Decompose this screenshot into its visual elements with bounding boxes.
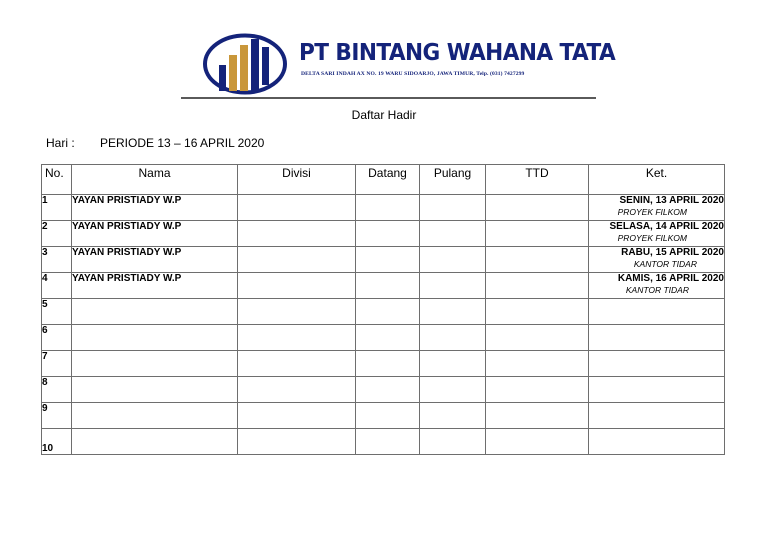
remarks-cell <box>589 221 725 247</box>
building-bars-logo-icon <box>203 33 287 95</box>
remarks-cell <box>589 299 725 325</box>
division-cell <box>238 403 356 429</box>
arrival-cell <box>356 429 420 455</box>
row-number: 1 <box>42 195 72 221</box>
arrival-cell <box>356 221 420 247</box>
row-number: 2 <box>42 221 72 247</box>
name-cell <box>72 377 238 403</box>
row-number: 10 <box>42 429 72 455</box>
division-cell <box>238 299 356 325</box>
table-row <box>42 429 725 455</box>
company-name: PT BINTANG WAHANA TATA <box>299 40 616 66</box>
departure-cell <box>420 351 486 377</box>
name-cell <box>72 429 238 455</box>
attendance-table <box>41 164 725 455</box>
division-cell <box>238 325 356 351</box>
column-header-no: No. <box>42 165 72 195</box>
signature-cell <box>486 429 589 455</box>
remarks-date: KAMIS, 16 APRIL 2020 <box>617 273 724 284</box>
signature-cell <box>486 195 589 221</box>
remarks-location: KANTOR TIDAR <box>633 259 697 269</box>
remarks-date: RABU, 15 APRIL 2020 <box>621 247 724 258</box>
column-header-pulang: Pulang <box>420 165 486 195</box>
division-cell <box>238 273 356 299</box>
arrival-cell <box>356 195 420 221</box>
row-number: 8 <box>42 377 72 403</box>
division-cell <box>238 429 356 455</box>
signature-cell <box>486 221 589 247</box>
remarks-cell <box>589 429 725 455</box>
column-header-nama: Nama <box>72 165 238 195</box>
remarks-location: KANTOR TIDAR <box>625 285 689 295</box>
table-header-row <box>42 165 725 195</box>
name-cell: YAYAN PRISTIADY W.P <box>72 247 238 273</box>
table-row <box>42 299 725 325</box>
column-header-divisi: Divisi <box>238 165 356 195</box>
signature-cell <box>486 247 589 273</box>
remarks-date: SENIN, 13 APRIL 2020 <box>619 195 724 206</box>
remarks-cell <box>589 325 725 351</box>
table-row <box>42 351 725 377</box>
signature-cell <box>486 351 589 377</box>
departure-cell <box>420 325 486 351</box>
division-cell <box>238 351 356 377</box>
column-header-ttd: TTD <box>486 165 589 195</box>
row-number: 9 <box>42 403 72 429</box>
name-cell <box>72 403 238 429</box>
period-label: PERIODE 13 – 16 APRIL 2020 <box>100 136 265 150</box>
departure-cell <box>420 221 486 247</box>
arrival-cell <box>356 273 420 299</box>
remarks-location: PROYEK FILKOM <box>617 233 687 243</box>
signature-cell <box>486 299 589 325</box>
company-address: DELTA SARI INDAH AX NO. 19 WARU SIDOARJO, JAWA TIMUR, Telp. (031) 7427299 <box>301 71 525 77</box>
signature-cell <box>486 325 589 351</box>
remarks-cell <box>589 351 725 377</box>
departure-cell <box>420 195 486 221</box>
departure-cell <box>420 273 486 299</box>
table-row <box>42 195 725 221</box>
arrival-cell <box>356 403 420 429</box>
column-header-datang: Datang <box>356 165 420 195</box>
name-cell: YAYAN PRISTIADY W.P <box>72 195 238 221</box>
division-cell <box>238 195 356 221</box>
remarks-cell <box>589 195 725 221</box>
remarks-date: SELASA, 14 APRIL 2020 <box>609 221 724 232</box>
table-row <box>42 221 725 247</box>
remarks-cell <box>589 377 725 403</box>
remarks-location: PROYEK FILKOM <box>617 207 687 217</box>
table-row <box>42 377 725 403</box>
table-row <box>42 273 725 299</box>
remarks-cell <box>589 403 725 429</box>
row-number: 7 <box>42 351 72 377</box>
table-row <box>42 247 725 273</box>
name-cell <box>72 325 238 351</box>
departure-cell <box>420 429 486 455</box>
signature-cell <box>486 403 589 429</box>
remarks-cell <box>589 273 725 299</box>
table-row <box>42 403 725 429</box>
departure-cell <box>420 299 486 325</box>
row-number: 4 <box>42 273 72 299</box>
division-cell <box>238 221 356 247</box>
row-number: 6 <box>42 325 72 351</box>
arrival-cell <box>356 377 420 403</box>
name-cell <box>72 351 238 377</box>
row-number: 5 <box>42 299 72 325</box>
row-number: 3 <box>42 247 72 273</box>
division-cell <box>238 247 356 273</box>
arrival-cell <box>356 247 420 273</box>
name-cell <box>72 299 238 325</box>
departure-cell <box>420 377 486 403</box>
signature-cell <box>486 377 589 403</box>
departure-cell <box>420 403 486 429</box>
arrival-cell <box>356 325 420 351</box>
division-cell <box>238 377 356 403</box>
arrival-cell <box>356 299 420 325</box>
departure-cell <box>420 247 486 273</box>
remarks-cell <box>589 247 725 273</box>
arrival-cell <box>356 351 420 377</box>
signature-cell <box>486 273 589 299</box>
name-cell: YAYAN PRISTIADY W.P <box>72 273 238 299</box>
column-header-ket: Ket. <box>589 165 725 195</box>
table-row <box>42 325 725 351</box>
day-label: Hari : <box>46 136 75 150</box>
name-cell: YAYAN PRISTIADY W.P <box>72 221 238 247</box>
header-divider <box>181 97 596 99</box>
document-title: Daftar Hadir <box>351 108 417 122</box>
